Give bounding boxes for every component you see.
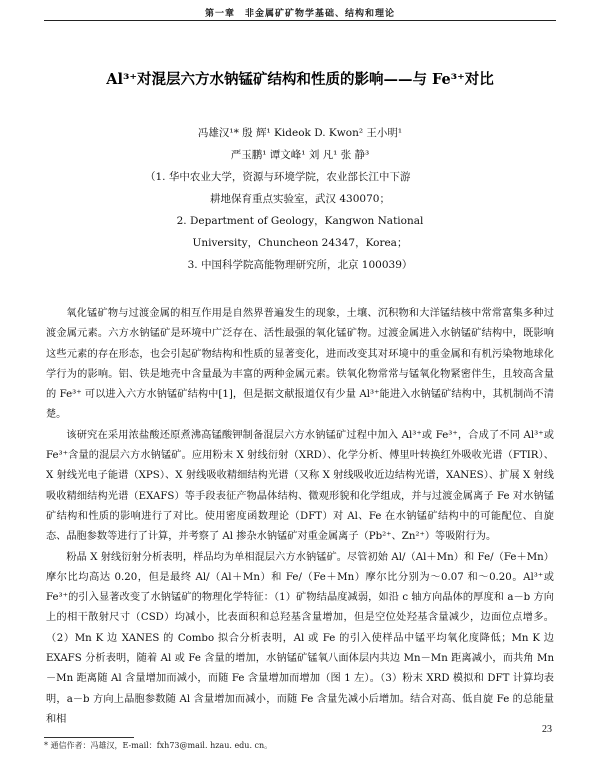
paragraph-1: 氧化锰矿物与过渡金属的相互作用是自然界普遍发生的现象，土壤、沉积物和大洋锰结核中常常富集多种过渡金属元素。六方水钠锰矿是环境中广泛存在、活性最强的氧化锰矿物。过渡金属进入水钠锰矿结构中，既影响这些元素的存在形态，也会引起矿物结构和性质的显著变化，进而改变其对环境中的重金属和有机污染物地球化学行为的影响。铝、铁是地壳中含量最为丰富的两种金属元素。铁氧化物常常与锰氧化物紧密伴生，且较高含量的 Fe³⁺ 可以进入六方水钠锰矿结构中[1]，但是据文献报道仅有少量 Al³⁺能进入水钠锰矿结构中，其机制尚不清楚。 xyxy=(46,308,554,421)
paragraph-2: 该研究在采用浓盐酸还原煮沸高锰酸钾制备混层六方水钠锰矿过程中加入 Al³⁺或 Fe³⁺，合成了不同 Al³⁺或 Fe³⁺含量的混层六方水钠锰矿。应用粉末 X 射线衍射（XRD）、化学分析、傅里叶转换红外吸收光谱（FTIR）、X 射线光电子能谱（XPS）、X 射线吸收精细结构光谱（又称 X 射线吸收近边结构光谱，XANES）、扩展 X 射线吸收精细结构光谱（EXAFS）等手段表征产物晶体结构、微观形貌和化学组成，并与过渡金属离子 Fe 对水钠锰矿结构和性质的影响进行了对比。使用密度函数理论（DFT）对 Al、Fe 在水钠锰矿结构中的可能配位、自旋态、晶胞参数等进行了计算，并考察了 Al 掺杂水钠锰矿对重金属离子（Pb²⁺、Zn²⁺）等吸附行为。 xyxy=(46,429,554,543)
authors-line-2: 严玉鹏¹ 谭文峰¹ 刘 凡¹ 张 静³ xyxy=(230,149,370,161)
article-title: Al³⁺对混层六方水钠锰矿结构和性质的影响——与 Fe³⁺对比 xyxy=(106,71,494,88)
page-number: 23 xyxy=(542,724,552,735)
authors-line-1: 冯雄汉¹* 殷 辉¹ Kideok D. Kwon² 王小明¹ xyxy=(197,127,403,139)
affiliation-line-2: 耕地保育重点实验室，武汉 430070； xyxy=(210,193,390,205)
body-text xyxy=(46,304,554,730)
header-rule xyxy=(44,20,556,21)
footnote: * 通信作者：冯雄汉，E-mail：fxh73@mail. hzau. edu. cn。 xyxy=(44,741,273,750)
paragraph-3: 粉晶 X 射线衍射分析表明，样品均为单相混层六方水钠锰矿。尽管初始 Al/（Al＋Mn）和 Fe/（Fe＋Mn）摩尔比均高达 0.20，但是最终 Al/（Al＋Mn）和 Fe/（Fe＋Mn）摩尔比分别为～0.07 和～0.20。Al³⁺或 Fe³⁺的引入显著改变了水钠锰矿的物理化学特征：（1）矿物结晶度减弱，如沿 c 轴方向晶体的厚度和 a－b 方向上的相干散射尺寸（CSD）均减小，比表面积和总羟基含量增加，但是空位处羟基含量减少，边面位点增多。（2）Mn K 边 XANES 的 Combo 拟合分析表明，Al 或 Fe 的引入使样品中锰平均氧化度降低；Mn K 边 EXAFS 分析表明，随着 Al 或 Fe 含量的增加，水钠锰矿锰氧八面体层内共边 Mn－Mn 距离减小，而共角 Mn－Mn 距离随 Al 含量增加而减小，而随 Fe 含量增加而增加（图 1 左）。（3）粉末 XRD 模拟和 DFT 计算均表明，a－b 方向上晶胞参数随 Al 含量增加而减小，而随 Fe 含量先减小后增加。结合对高、低自旋 Fe 的总能量和相 xyxy=(46,551,554,725)
affiliation-line-1: （1. 华中农业大学，资源与环境学院，农业部长江中下游 xyxy=(145,171,411,183)
affiliation-line-4: University，Chuncheon 24347，Korea； xyxy=(192,237,408,249)
affiliation-line-5: 3. 中国科学院高能物理研究所，北京 100039） xyxy=(187,259,413,271)
footnote-rule xyxy=(44,737,134,738)
affiliation-line-3: 2. Department of Geology，Kangwon National xyxy=(176,215,424,227)
running-header: 第一章 非金属矿矿物学基础、结构和理论 xyxy=(204,9,395,19)
